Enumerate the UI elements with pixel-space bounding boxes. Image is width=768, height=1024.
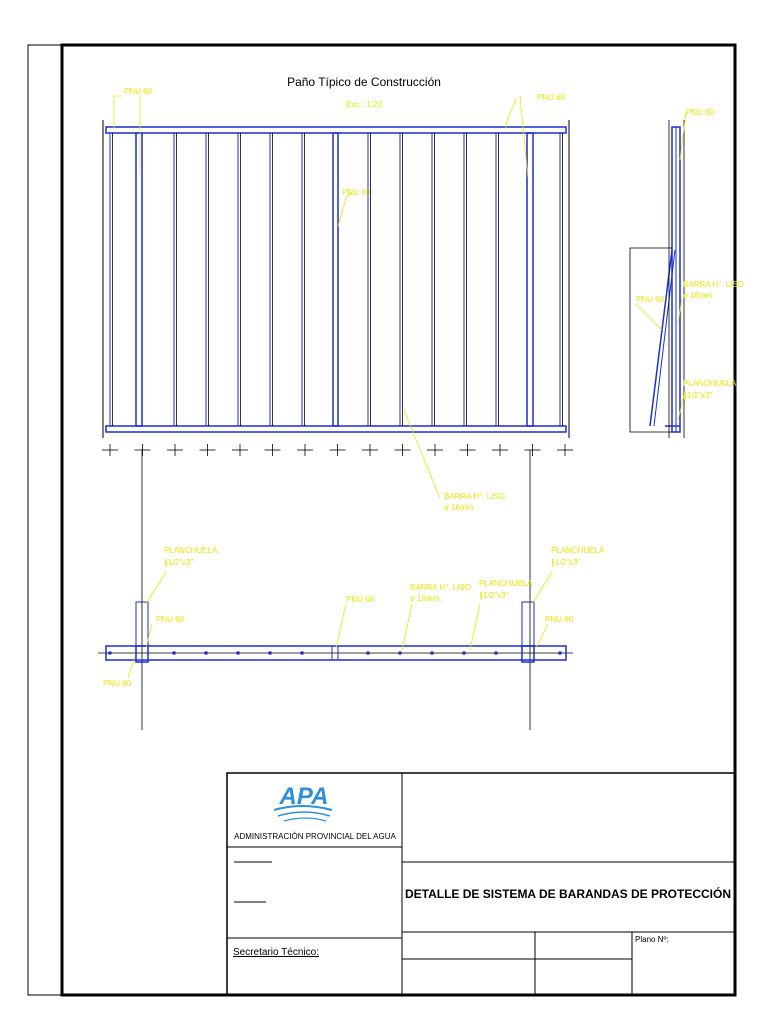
bar-section-dot: [430, 651, 434, 655]
bar-section-dot: [366, 651, 370, 655]
label-barra-plan-1: BARRA H°. LISO: [410, 583, 471, 592]
bar-section-dot: [204, 651, 208, 655]
label-planchuela-left-1: PLANCHUELA: [164, 546, 218, 555]
elevation-view: [102, 87, 573, 730]
bottom-rail: [106, 426, 566, 432]
dimension-ticks: [102, 444, 573, 456]
side-view: [630, 108, 744, 438]
label-pnu-plan-center: PNU 60: [346, 595, 375, 604]
bar-section-dot: [172, 651, 176, 655]
label-barra-side-2: ø 16mm.: [683, 291, 715, 300]
plan-number-label: Plano Nº:: [635, 935, 669, 944]
agency-name: ADMINISTRACIÓN PROVINCIAL DEL AGUA: [234, 832, 396, 841]
label-pnu-plan-left: PNU 60: [156, 615, 185, 624]
post-center: [333, 133, 338, 426]
post-left: [136, 133, 142, 426]
label-pnu-side: PNU 60: [636, 295, 665, 304]
label-barra-elev-2: ø 16mm.: [444, 503, 476, 512]
bar-section-dot: [558, 651, 562, 655]
vertical-bars: [110, 133, 563, 426]
label-pnu-plan-right: PNU 60: [545, 615, 574, 624]
label-planchuela-left-2: ∦1/2"x3": [164, 558, 194, 567]
logo-text: APA: [279, 783, 329, 810]
label-pnu-side-top: PNU 60: [686, 108, 715, 117]
label-planchuela-plan-1: PLANCHUELA: [479, 579, 533, 588]
label-barra-elev-1: BARRA H°. LISO: [444, 492, 505, 501]
top-rail: [106, 127, 566, 133]
label-planchuela-right-1: PLANCHUELA: [551, 546, 605, 555]
label-pnu-top-left: PNU 60: [124, 87, 153, 96]
drawing-scale: Esc.: 1:20: [346, 100, 382, 109]
drawing-title: Paño Típico de Construcción: [287, 75, 441, 89]
secretary-label: Secretario Técnico:: [233, 947, 319, 958]
sheet-border: [62, 45, 735, 995]
label-pnu-plan-bottom: PNU 60: [103, 679, 132, 688]
label-barra-side-1: BARRA H°. LISO: [683, 280, 744, 289]
sheet-title: DETALLE DE SISTEMA DE BARANDAS DE PROTECCIÓN: [404, 887, 732, 901]
binding-margin: [28, 45, 62, 995]
bar-section-dot: [268, 651, 272, 655]
label-planchuela-side-2: ∦1/2"x3": [683, 391, 713, 400]
bar-section-dot: [300, 651, 304, 655]
bar-section-dot: [462, 651, 466, 655]
label-barra-plan-2: ø 16mm.: [410, 594, 442, 603]
apa-logo: [274, 783, 332, 821]
bar-section-dot: [236, 651, 240, 655]
label-planchuela-right-2: ∦1/2"x3": [551, 558, 581, 567]
bar-section-dot: [494, 651, 498, 655]
plan-view: [98, 546, 605, 688]
label-pnu-top-right: PNU 60: [537, 93, 566, 102]
label-planchuela-plan-2: ∦1/2"x3": [479, 591, 509, 600]
bar-section-dot: [398, 651, 402, 655]
label-planchuela-side-1: PLANCHUELA: [683, 379, 737, 388]
label-pnu-center: PNU 60: [342, 188, 371, 197]
bar-section-dot: [108, 651, 112, 655]
